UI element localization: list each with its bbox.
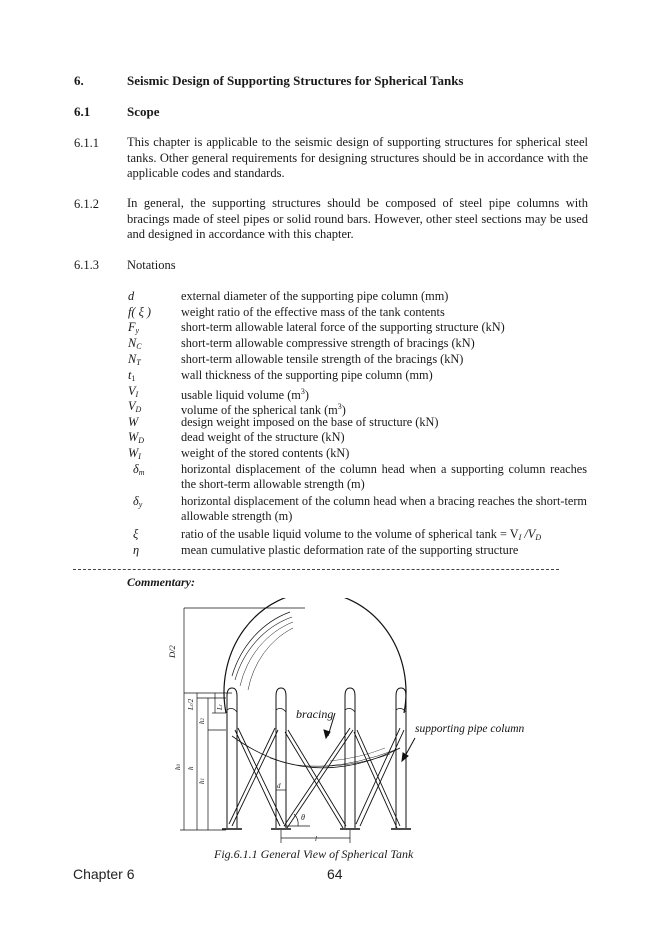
clause-text: This chapter is applicable to the seismic design of supporting structures for spherical steel tanks. Other general requirements for designing structures should be in accordance with the applicable codes and standards. xyxy=(127,135,588,180)
notation-description: wall thickness of the supporting pipe column (mm) xyxy=(181,368,433,382)
dim-label-h2: h2 xyxy=(198,718,206,724)
dim-label-h: h xyxy=(187,766,195,770)
subsection-number: 6.1 xyxy=(74,104,91,119)
notation-symbol: $V_D$ xyxy=(128,399,142,414)
dim-label-lr: Lr xyxy=(216,704,224,710)
notation-symbol: $t_1$ xyxy=(128,368,136,383)
notation-description: short-term allowable tensile strength of the bracings (kN) xyxy=(181,352,464,366)
notation-symbol: f( ξ ) xyxy=(128,305,152,319)
dim-label-d2: D/2 xyxy=(167,645,177,658)
notation-description: horizontal displacement of the column head when a supporting column reaches the short-term allowable strength (m) xyxy=(181,462,587,491)
notation-description: ratio of the usable liquid volume to the volume of spherical $\tan k = V_I$ $/V_D$ xyxy=(181,527,542,542)
notation-description: weight ratio of the effective mass of the tank contents xyxy=(181,305,445,319)
notation-description: mean cumulative plastic deformation rate of the supporting structure xyxy=(181,543,519,557)
section-title: Seismic Design of Supporting Structures for Spherical Tanks xyxy=(127,73,464,88)
section-number: 6. xyxy=(74,73,84,88)
notation-description: external diameter of the supporting pipe column (mm) xyxy=(181,289,449,303)
clause-number: 6.1.2 xyxy=(74,197,99,211)
notation-description: usable liquid volume $(m^3)$ xyxy=(181,387,309,402)
bracing-label: bracing xyxy=(296,707,334,721)
notation-symbol: $W_D$ xyxy=(128,430,145,445)
notation-symbol: W xyxy=(128,415,139,429)
spherical-tank-figure xyxy=(160,598,560,843)
notation-symbol: ξ xyxy=(133,527,139,541)
clause-text: In general, the supporting structures should be composed of steel pipe columns with bracings made of steel pipes or solid round bars. However, other steel sections may be used and designed in accordance with this chapter. xyxy=(127,196,588,241)
clause-number: 6.1.3 xyxy=(74,258,99,272)
notation-symbol: $\delta_y$ xyxy=(133,494,143,509)
subsection-title: Scope xyxy=(127,104,160,119)
notation-symbol: $N_T$ xyxy=(128,352,141,367)
dim-label-d: d xyxy=(277,782,281,790)
notation-description: horizontal displacement of the column head when a bracing reaches the short-term allowable strength (m) xyxy=(181,494,587,523)
dim-label-l: l xyxy=(315,835,317,843)
notation-symbol: $N_C$ xyxy=(128,336,142,351)
figure-caption: Fig.6.1.1 General View of Spherical Tank xyxy=(214,847,414,861)
notation-description: design weight imposed on the base of structure (kN) xyxy=(181,415,439,429)
notation-symbol: d xyxy=(128,289,135,303)
clause-number: 6.1.1 xyxy=(74,136,99,150)
footer-chapter: Chapter 6 xyxy=(73,866,135,882)
page-number: 64 xyxy=(327,866,343,882)
notation-symbol: $F_y$ xyxy=(128,320,140,335)
notation-description: dead weight of the structure (kN) xyxy=(181,430,345,444)
notation-description: volume of the spherical tank $(m^3)$ xyxy=(181,402,346,417)
supporting-pipe-column-label: supporting pipe column xyxy=(415,723,525,735)
notation-symbol: η xyxy=(133,543,140,557)
notation-description: weight of the stored contents (kN) xyxy=(181,446,350,460)
notation-symbol: $V_I$ xyxy=(128,384,139,399)
notation-symbol: $\delta_m$ xyxy=(133,462,145,477)
commentary-separator xyxy=(73,569,559,570)
dim-label-theta: θ xyxy=(301,813,305,822)
dim-label-h1: h1 xyxy=(198,778,206,784)
notation-symbol: $W_I$ xyxy=(128,446,141,461)
notations-heading: Notations xyxy=(127,258,176,272)
spherical-tank-diagram xyxy=(160,598,560,843)
dim-label-h0: h0 xyxy=(174,764,182,770)
notation-description: short-term allowable lateral force of the supporting structure (kN) xyxy=(181,320,505,334)
commentary-label: Commentary: xyxy=(127,575,195,589)
notation-description: short-term allowable compressive strength of bracings (kN) xyxy=(181,336,475,350)
dim-label-lr2: Lr/2 xyxy=(187,698,195,710)
